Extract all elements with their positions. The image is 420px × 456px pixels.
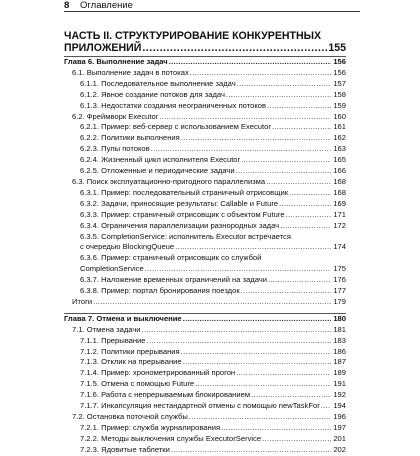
toc-page-number: 172 bbox=[333, 220, 346, 230]
running-title: Оглавление bbox=[80, 0, 133, 11]
toc-page-number: 192 bbox=[333, 390, 346, 400]
leader-dots bbox=[267, 101, 331, 112]
toc-entry[interactable] bbox=[64, 275, 346, 286]
toc-entry-title: 6.3. Поиск эксплуатационно-пригодного параллелизма bbox=[72, 176, 266, 186]
leader-dots bbox=[169, 57, 331, 68]
leader-dots bbox=[221, 423, 331, 434]
leader-dots bbox=[175, 242, 331, 253]
toc-page-number: 161 bbox=[333, 122, 346, 132]
toc-page-number: 169 bbox=[333, 198, 346, 208]
toc-page-number: 179 bbox=[333, 296, 346, 306]
toc-entry-title: 7.2.3. Ядовитые таблетки bbox=[80, 444, 170, 454]
toc-entry-title: 7.1.1. Прерывание bbox=[80, 335, 146, 345]
toc-entry[interactable] bbox=[64, 79, 346, 90]
leader-dots bbox=[279, 199, 331, 210]
toc-page-number: 168 bbox=[333, 176, 346, 186]
toc-entry-title: 6.2.2. Политики выполнения bbox=[80, 133, 180, 143]
leader-dots bbox=[266, 177, 331, 188]
toc-chapter[interactable] bbox=[64, 313, 346, 325]
leader-dots bbox=[147, 336, 331, 347]
part-heading bbox=[64, 30, 346, 54]
leader-dots bbox=[272, 122, 331, 133]
toc-page-number: 163 bbox=[333, 144, 346, 154]
toc-entry[interactable] bbox=[64, 445, 346, 456]
toc-entry-title: 6.1.2. Явное создание потоков для задач bbox=[80, 89, 225, 99]
toc-entry[interactable] bbox=[64, 253, 346, 275]
leader-dots bbox=[241, 155, 331, 166]
leader-dots bbox=[93, 297, 331, 308]
leader-dots bbox=[195, 379, 331, 390]
toc-entry-title: 6.1.1. Последовательное выполнение задач bbox=[80, 78, 236, 88]
header-rule bbox=[64, 11, 360, 12]
toc-entry-title: 6.3.5. CompletionService: исполнитель Executor встречается bbox=[80, 231, 291, 241]
toc-page-number: 201 bbox=[333, 433, 346, 443]
toc-page-number: 156 bbox=[333, 67, 346, 77]
toc-entry-title: Итоги bbox=[72, 296, 93, 306]
toc-entry-title: 6.1. Выполнение задач в потоках bbox=[72, 67, 189, 77]
toc-entry[interactable] bbox=[64, 232, 346, 254]
toc-entry-title: 7.2. Остановка поточной службы bbox=[72, 412, 188, 421]
toc-page-number: 194 bbox=[333, 401, 346, 411]
toc-entry[interactable] bbox=[64, 357, 346, 368]
leader-dots bbox=[189, 412, 331, 423]
toc-page-number: 175 bbox=[333, 264, 346, 274]
toc-entry[interactable] bbox=[64, 412, 346, 423]
toc-entry-title: 6.2.1. Пример: веб-сервер с использованием Executor bbox=[80, 122, 271, 132]
toc-page-number: 171 bbox=[333, 209, 346, 219]
toc-page-number: 189 bbox=[333, 368, 346, 378]
toc-entry[interactable] bbox=[64, 144, 346, 155]
leader-dots bbox=[183, 357, 331, 368]
leader-dots bbox=[236, 368, 331, 379]
leader-dots bbox=[280, 221, 331, 232]
toc-page-number: 181 bbox=[333, 324, 346, 334]
toc-entry[interactable] bbox=[64, 347, 346, 358]
toc-entry-title: 7.1.4. Пример: хронометрированный прогон bbox=[80, 368, 236, 378]
toc-entry[interactable] bbox=[64, 336, 346, 347]
toc-entry[interactable] bbox=[64, 221, 346, 232]
toc-entry[interactable] bbox=[64, 379, 346, 390]
toc-chapter[interactable] bbox=[64, 56, 346, 68]
leader-dots bbox=[268, 275, 331, 286]
page-number: 8 bbox=[64, 0, 70, 11]
leader-dots bbox=[262, 434, 331, 445]
toc-entry[interactable] bbox=[64, 390, 346, 401]
toc-page-number: 183 bbox=[333, 335, 346, 345]
toc-entry-title: 6.2. Фреймворк Executor bbox=[72, 111, 159, 121]
leader-dots bbox=[286, 210, 331, 221]
leader-dots bbox=[159, 112, 331, 123]
toc-page-number: 197 bbox=[333, 422, 346, 432]
toc-page-number: 159 bbox=[333, 100, 346, 110]
leader-dots bbox=[321, 401, 331, 412]
toc-page-number: 156 bbox=[333, 57, 346, 66]
leader-dots bbox=[151, 144, 331, 155]
toc-entry-title: 7.1.7. Инкапсуляция нестандартной отмены с помощью newTaskFor bbox=[80, 401, 320, 411]
toc-entry[interactable] bbox=[64, 423, 346, 434]
toc-entry-title: Глава 6. Выполнение задач bbox=[64, 57, 168, 66]
leader-dots bbox=[145, 264, 331, 275]
leader-dots bbox=[181, 133, 331, 144]
leader-dots bbox=[171, 445, 331, 456]
toc-entry-title-cont: CompletionService bbox=[80, 264, 144, 274]
toc-entry-title: 6.3.8. Пример: портал бронирования поездок bbox=[80, 286, 240, 296]
toc-page-number: 202 bbox=[333, 444, 346, 454]
toc-page-number: 187 bbox=[333, 357, 346, 367]
toc-entry[interactable] bbox=[64, 90, 346, 101]
toc-entry-title: 7.1.3. Отклик на прерывание bbox=[80, 357, 182, 367]
part-leader-dots bbox=[142, 42, 327, 54]
toc-entry-title-cont: с очередью BlockingQueue bbox=[80, 242, 175, 252]
toc-entry-title: 7.1.5. Отмена с помощью Future bbox=[80, 379, 195, 389]
toc-page-number: 165 bbox=[333, 155, 346, 165]
toc-entry[interactable] bbox=[64, 188, 346, 199]
toc-page-number: 191 bbox=[333, 379, 346, 389]
leader-dots bbox=[142, 325, 331, 336]
toc-entry-title: 6.3.7. Наложение временных ограничений на задачи bbox=[80, 275, 267, 285]
toc-entry-title: 7.2.1. Пример: служба журналирования bbox=[80, 422, 221, 432]
toc-entry-title: 6.3.4. Ограничения параллелизации разнородных задач bbox=[80, 220, 280, 230]
toc-page-number: 157 bbox=[333, 78, 346, 88]
part-title-line2: ПРИЛОЖЕНИЙ bbox=[64, 42, 142, 54]
toc-entry-title: 6.3.2. Задачи, приносящие результаты: Callable и Future bbox=[80, 198, 279, 208]
toc-entry[interactable] bbox=[64, 155, 346, 166]
toc-entry-title: 7.1. Отмена задачи bbox=[72, 324, 141, 334]
toc-page-number: 176 bbox=[333, 275, 346, 285]
toc-entry[interactable] bbox=[64, 133, 346, 144]
toc-entry-title: 6.1.3. Недостатки создания неограниченных потоков bbox=[80, 100, 267, 110]
toc-entry[interactable] bbox=[64, 368, 346, 379]
toc-entry[interactable] bbox=[64, 112, 346, 123]
toc-entry[interactable] bbox=[64, 68, 346, 79]
toc-page-number: 177 bbox=[333, 286, 346, 296]
toc-entry[interactable] bbox=[64, 166, 346, 177]
leader-dots bbox=[183, 314, 331, 325]
leader-dots bbox=[237, 79, 331, 90]
toc-entry[interactable] bbox=[64, 286, 346, 297]
leader-dots bbox=[181, 347, 331, 358]
toc-entry-title: Глава 7. Отмена и выключение bbox=[64, 313, 182, 323]
leader-dots bbox=[241, 286, 331, 297]
toc-entry[interactable] bbox=[64, 101, 346, 112]
toc-entry[interactable] bbox=[64, 325, 346, 336]
toc-entry-title: 6.2.3. Пулы потоков bbox=[80, 144, 150, 154]
toc-page-number: 162 bbox=[333, 133, 346, 143]
leader-dots bbox=[236, 166, 331, 177]
toc-page-number: 158 bbox=[333, 89, 346, 99]
toc-entry[interactable] bbox=[64, 177, 346, 188]
toc-page-number: 168 bbox=[333, 187, 346, 197]
toc-entry[interactable] bbox=[64, 199, 346, 210]
toc-page-number: 180 bbox=[333, 313, 346, 323]
leader-dots bbox=[226, 90, 331, 101]
toc-page-number: 186 bbox=[333, 346, 346, 356]
toc-entry[interactable] bbox=[64, 297, 346, 308]
leader-dots bbox=[289, 188, 331, 199]
toc-entry[interactable] bbox=[64, 122, 346, 133]
toc-entry-title: 6.2.4. Жизненный цикл исполнителя Executor bbox=[80, 155, 241, 165]
leader-dots bbox=[251, 390, 331, 401]
toc-entry-title: 7.1.2. Политики прерывания bbox=[80, 346, 180, 356]
toc-entry-title: 6.2.5. Отложенные и периодические задачи bbox=[80, 166, 235, 176]
toc-page-number: 166 bbox=[333, 166, 346, 176]
toc-entry-title: 7.1.6. Работа с непрерываемым блокированием bbox=[80, 390, 251, 400]
toc-page-number: 196 bbox=[333, 412, 346, 421]
leader-dots bbox=[190, 68, 331, 79]
toc-entry[interactable] bbox=[64, 210, 346, 221]
table-of-contents bbox=[64, 56, 346, 456]
toc-entry-title: 7.2.2. Методы выключения службы ExecutorService bbox=[80, 433, 262, 443]
toc-entry[interactable] bbox=[64, 434, 346, 445]
toc-entry-title: 6.3.6. Пример: страничный отрисовщик со службой bbox=[80, 253, 262, 263]
part-page: 155 bbox=[328, 42, 346, 54]
toc-entry-title: 6.3.1. Пример: последовательный страничный отрисовщик bbox=[80, 187, 289, 197]
part-title-line1: ЧАСТЬ II. СТРУКТУРИРОВАНИЕ КОНКУРЕНТНЫХ bbox=[64, 30, 322, 42]
toc-entry[interactable] bbox=[64, 401, 346, 412]
toc-entry-title: 6.3.3. Пример: страничный отрисовщик с объектом Future bbox=[80, 209, 285, 219]
toc-page-number: 160 bbox=[333, 111, 346, 121]
toc-page-number: 174 bbox=[333, 242, 346, 252]
